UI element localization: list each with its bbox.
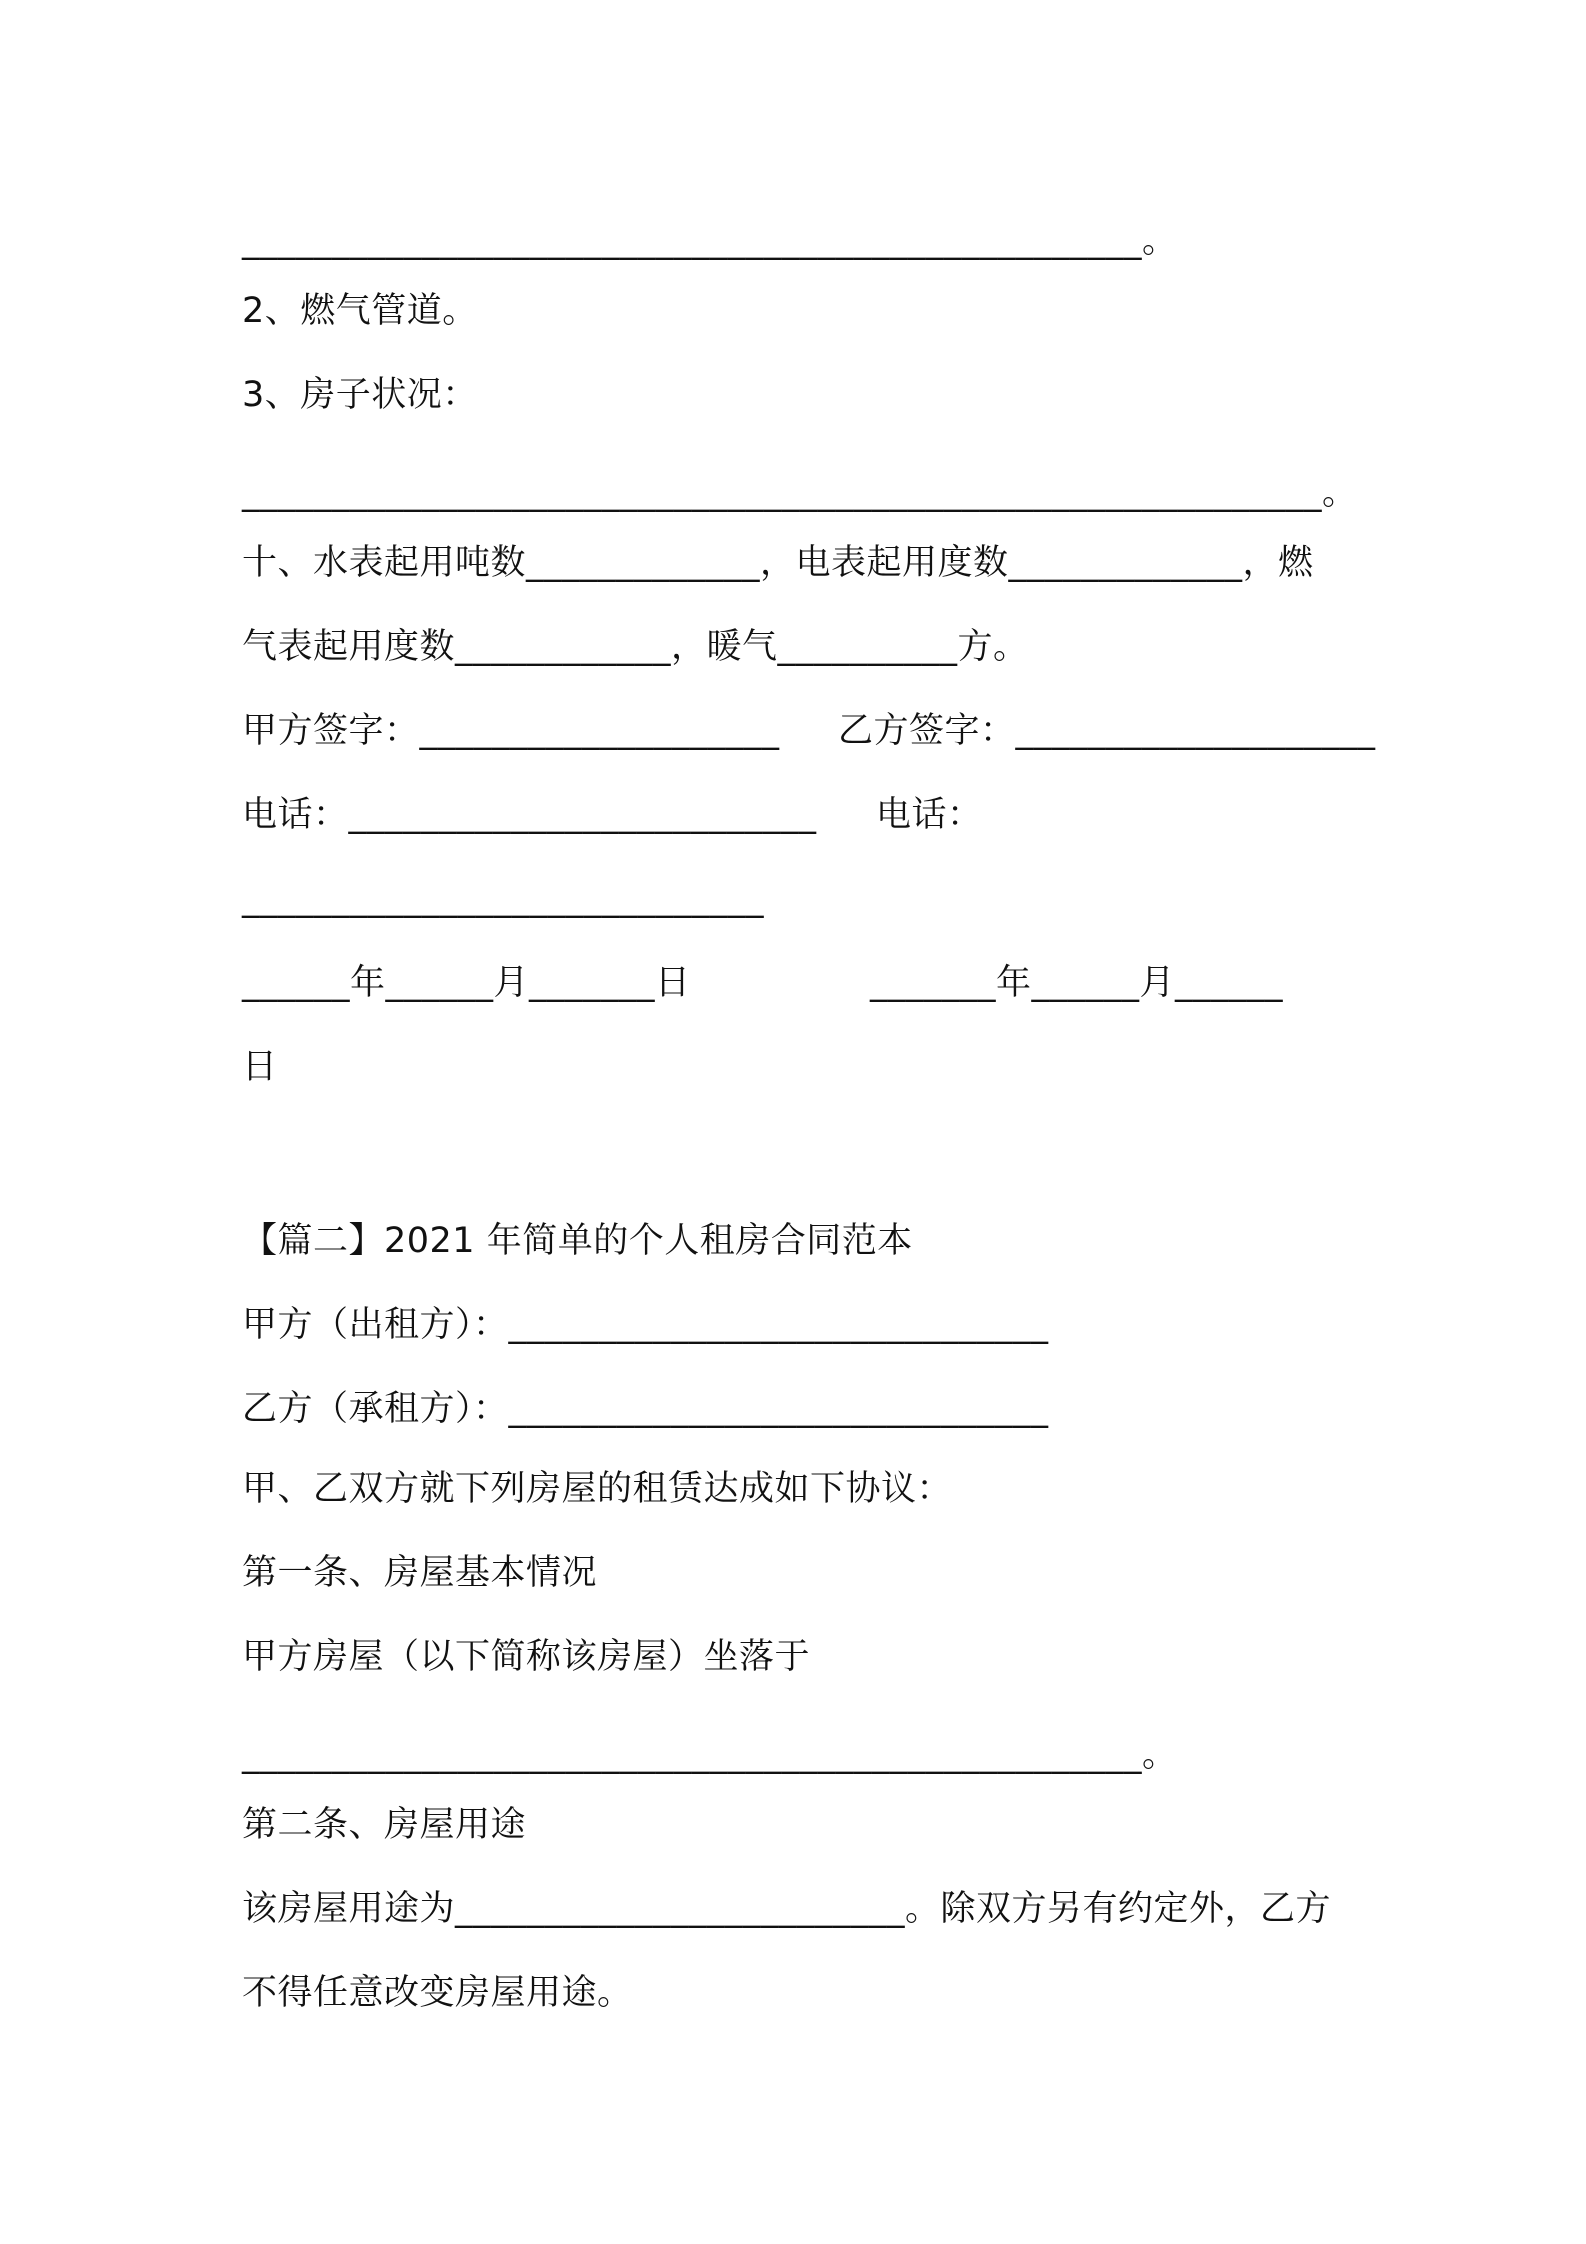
meter-readings-line-2: 气表起用度数____________，暖气__________方。 xyxy=(242,627,1029,667)
blank-line: ____________________________________________________________。 xyxy=(242,473,1358,513)
article-two-title: 第二条、房屋用途 xyxy=(242,1805,527,1845)
agreement-intro: 甲、乙双方就下列房屋的租赁达成如下协议： xyxy=(242,1469,953,1509)
meter-readings-line-1: 十、水表起用吨数_____________，电表起用度数_____________，燃 xyxy=(242,543,1314,583)
item-house-condition: 3、房子状况： xyxy=(242,375,478,415)
house-usage-line-1: 该房屋用途为_________________________。除双方另有约定外，乙方 xyxy=(242,1889,1332,1929)
party-b-date: _______年______月______ xyxy=(870,963,1284,1003)
party-b-phone-blank: _____________________________ xyxy=(242,879,764,919)
party-a-date: ______年______月_______日 xyxy=(242,963,691,1003)
lessee-line: 乙方（承租方）：______________________________ xyxy=(242,1389,1049,1429)
item-gas-pipe: 2、燃气管道。 xyxy=(242,291,478,331)
lessor-line: 甲方（出租方）：______________________________ xyxy=(242,1305,1049,1345)
blank-line: __________________________________________________。 xyxy=(242,221,1178,261)
party-a-signature: 甲方签字：____________________ xyxy=(242,711,780,751)
house-usage-line-2: 不得任意改变房屋用途。 xyxy=(242,1973,633,2013)
article-one-title: 第一条、房屋基本情况 xyxy=(242,1553,598,1593)
party-b-signature: 乙方签字：____________________ xyxy=(838,711,1376,751)
house-location: 甲方房屋（以下简称该房屋）坐落于 xyxy=(242,1637,811,1677)
party-a-phone: 电话：__________________________ xyxy=(242,795,817,835)
section-heading: 【篇二】2021 年简单的个人租房合同范本 xyxy=(242,1221,913,1261)
party-b-phone-label: 电话： xyxy=(876,795,983,835)
party-b-date-day: 日 xyxy=(242,1047,278,1087)
blank-line: __________________________________________________。 xyxy=(242,1735,1178,1775)
